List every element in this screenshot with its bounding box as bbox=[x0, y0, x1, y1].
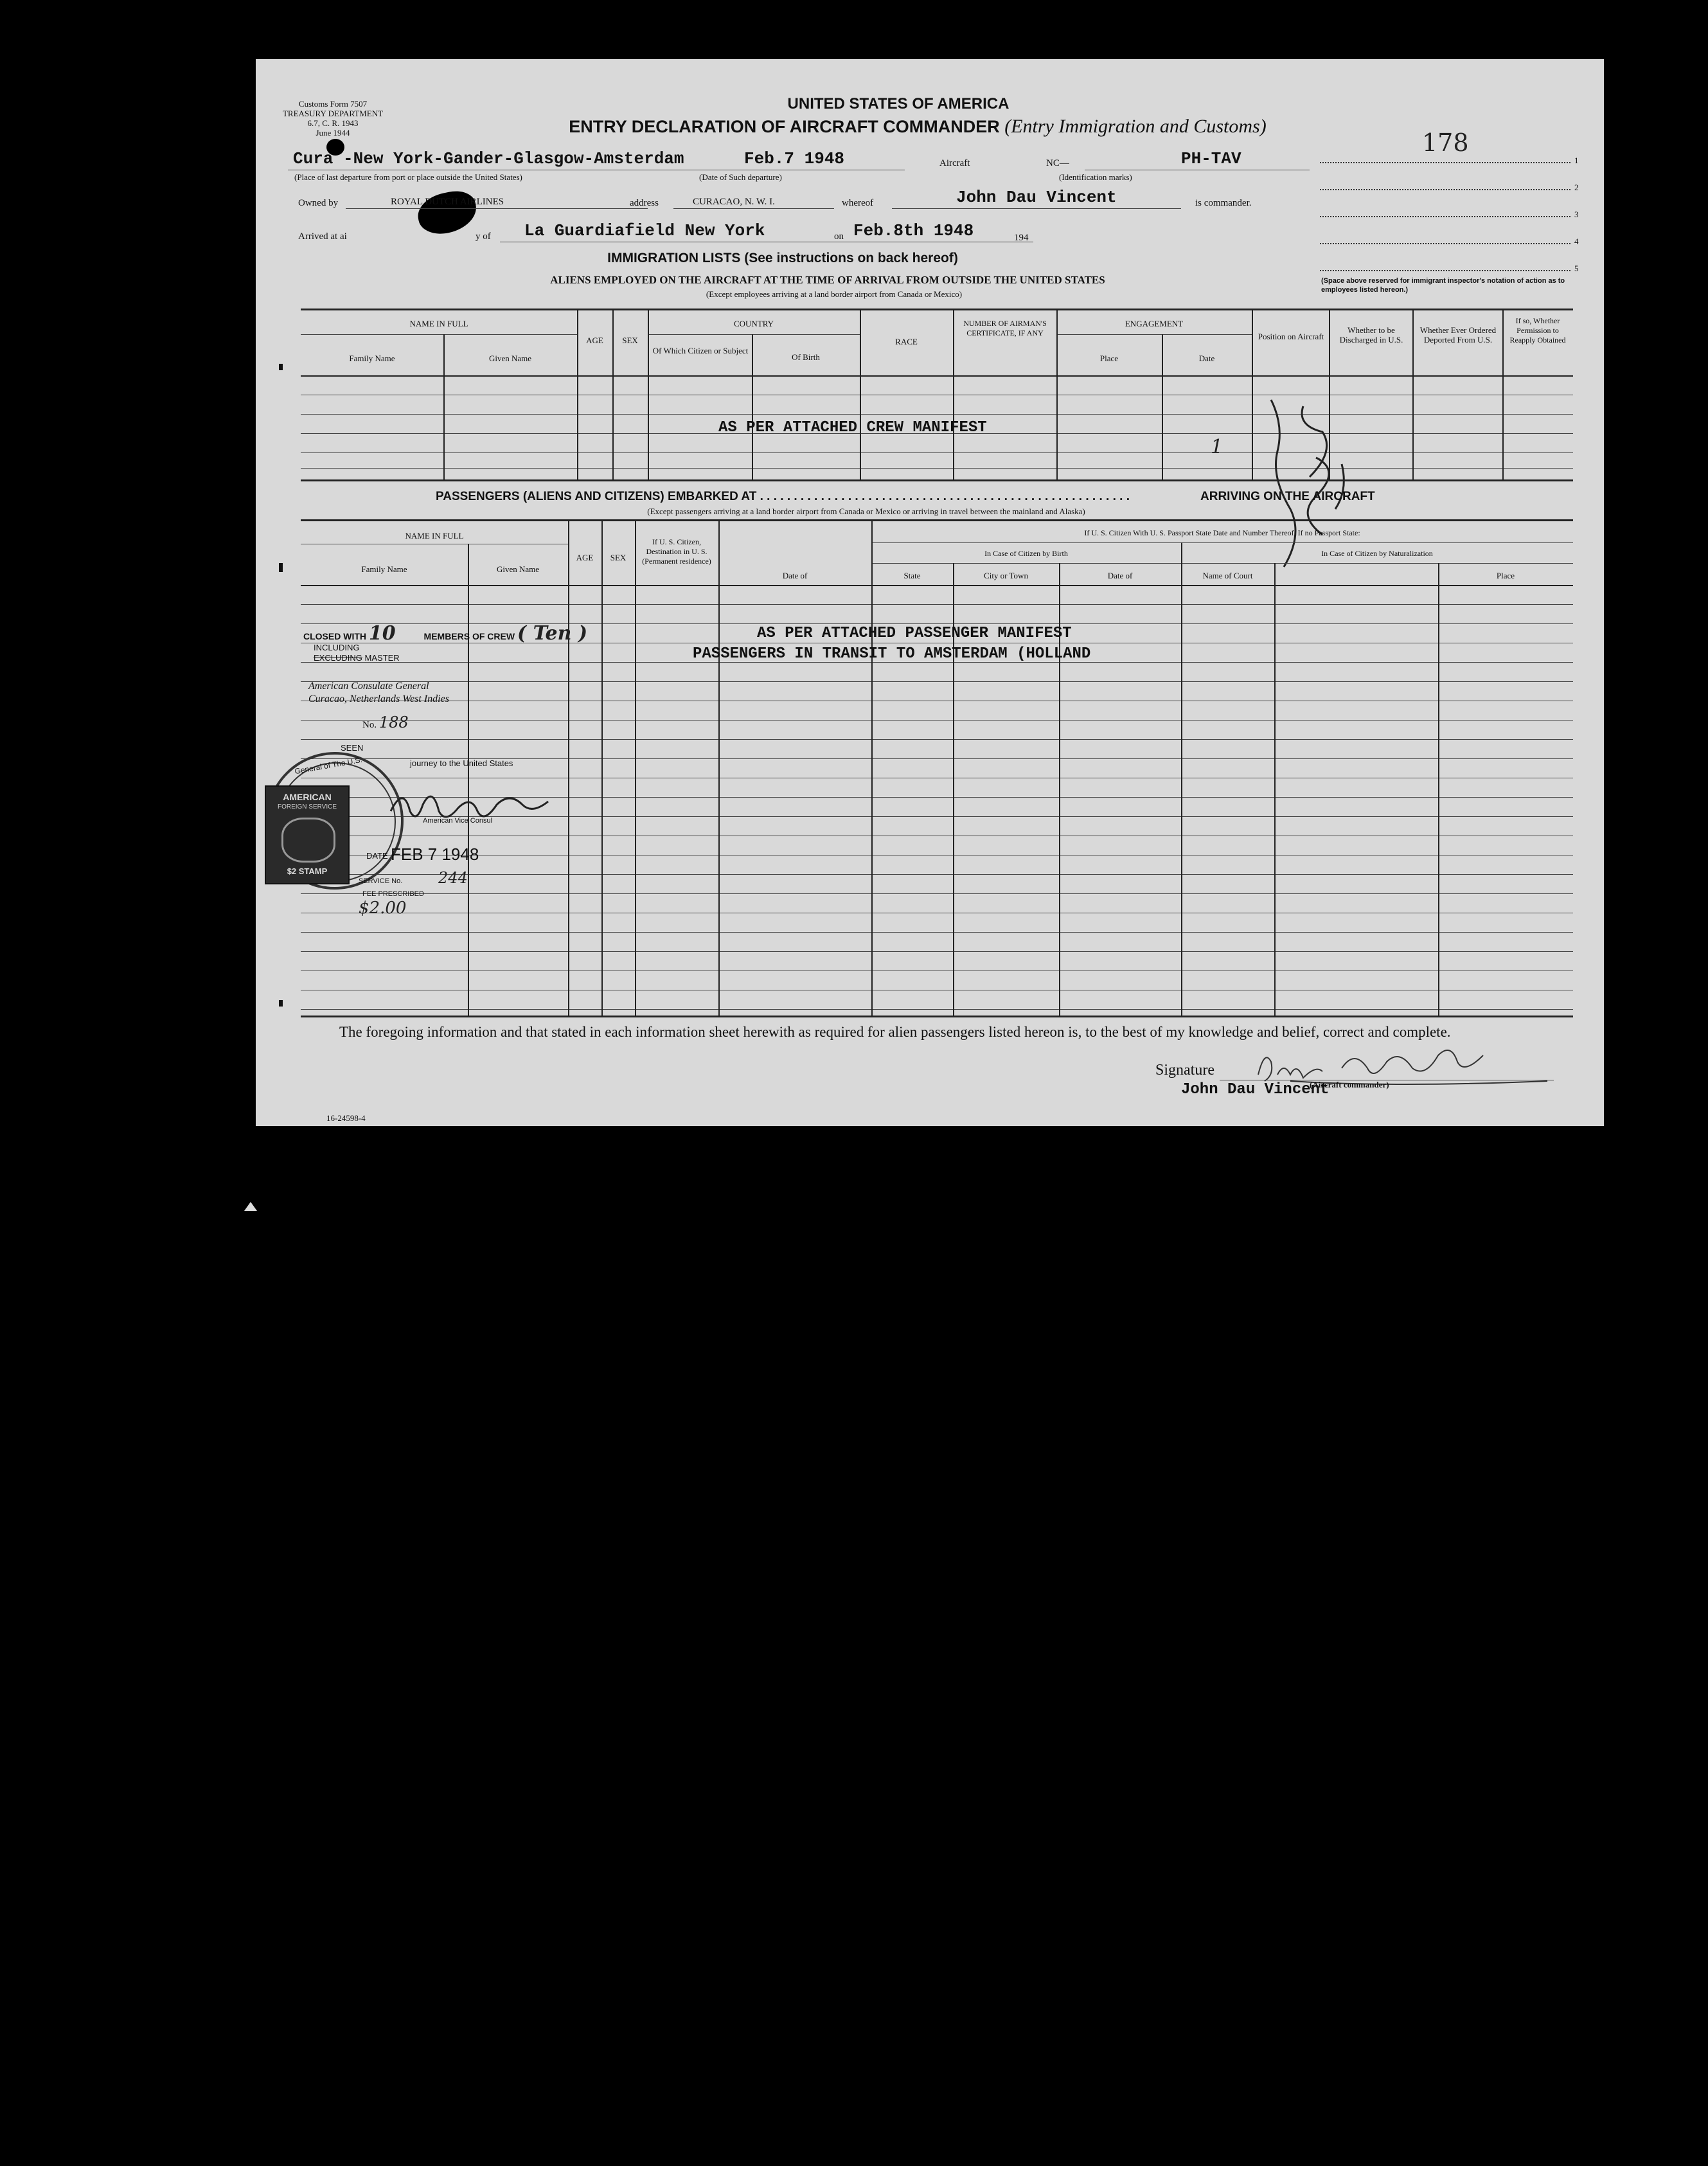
no-label: No. bbox=[362, 720, 377, 730]
col-place: Place bbox=[1099, 354, 1119, 363]
signer-name: John Dau Vincent bbox=[1181, 1081, 1330, 1098]
col-deported: Whether Ever Ordered Deported From U.S. bbox=[1419, 325, 1497, 345]
passenger-row-rule bbox=[301, 720, 1573, 721]
on-label: on bbox=[834, 231, 844, 242]
country-heading: UNITED STATES OF AMERICA bbox=[787, 95, 1010, 112]
stamp-number: 188 bbox=[378, 713, 409, 731]
col-country: COUNTRY bbox=[733, 319, 774, 328]
pcol-age: AGE bbox=[576, 553, 594, 562]
col-date: Date bbox=[1198, 354, 1215, 363]
consulate-line-1: American Consulate General bbox=[308, 681, 429, 692]
form-id-line: 6.7, C. R. 1943 bbox=[307, 118, 359, 128]
arrival-place-value: La Guardiafield New York bbox=[524, 221, 765, 240]
pcol-by-naturalization: In Case of Citizen by Naturalization bbox=[1321, 549, 1433, 558]
ink-blot bbox=[414, 187, 481, 238]
seal-ring-text: General of The U.S. bbox=[294, 755, 363, 776]
excluding-label: EXCLUDING bbox=[314, 653, 362, 663]
handwritten-mark: 1 bbox=[1211, 436, 1223, 458]
row-number: 2 bbox=[1574, 183, 1579, 192]
passenger-row-rule bbox=[301, 932, 1573, 933]
passengers-heading: PASSENGERS (ALIENS AND CITIZENS) EMBARKED AT . . . . . . . . . . . . . . . . . . . . . . . . . . . . . . . . . . . . . . . . . . . . . . . . . . . . . . . bbox=[436, 490, 1130, 503]
crew-count-words: Ten bbox=[533, 622, 572, 645]
page-number: 178 bbox=[1422, 129, 1469, 157]
col-citizen-of: Of Which Citizen or Subject bbox=[652, 346, 749, 355]
document-sheet bbox=[256, 59, 1604, 1126]
col-name-in-full: NAME IN FULL bbox=[409, 319, 468, 328]
fee-stamp-bottom: $2 STAMP bbox=[287, 866, 328, 876]
owner-value: ROYAL DUTCH AIRLINES bbox=[391, 197, 504, 207]
members-of-crew-label: MEMBERS OF CREW bbox=[423, 631, 515, 641]
of-label: y of bbox=[476, 231, 491, 242]
scan-artifact bbox=[244, 1202, 257, 1211]
margin-mark bbox=[279, 1000, 283, 1007]
year-suffix: 194 bbox=[1014, 233, 1029, 243]
inspector-note: (Space above reserved for immigrant inspector's notation of action as to employees listed hereon.) bbox=[1321, 277, 1565, 294]
whereof-label: whereof bbox=[842, 198, 874, 208]
pcol-given-name: Given Name bbox=[496, 564, 540, 574]
row-number: 4 bbox=[1574, 237, 1579, 246]
signature-label: Signature bbox=[1155, 1062, 1214, 1079]
pcol-date-of: Date of bbox=[782, 571, 808, 580]
passenger-manifest-note-2: PASSENGERS IN TRANSIT TO AMSTERDAM (HOLLAND bbox=[693, 645, 1091, 663]
form-id-line: TREASURY DEPARTMENT bbox=[282, 109, 384, 118]
pcol-court: Name of Court bbox=[1202, 571, 1253, 580]
consulate-line-2: Curacao, Netherlands West Indies bbox=[308, 694, 449, 704]
consulate-block bbox=[308, 680, 449, 706]
col-airman-cert: NUMBER OF AIRMAN'S CERTIFICATE, IF ANY bbox=[963, 319, 1047, 337]
form-title-paren: (Entry Immigration and Customs) bbox=[1004, 116, 1267, 137]
including-label: INCLUDING bbox=[314, 643, 360, 652]
col-race: RACE bbox=[895, 337, 918, 346]
form-id-line: Customs Form 7507 bbox=[298, 99, 368, 109]
is-commander-label: is commander. bbox=[1195, 198, 1252, 208]
passenger-row-rule bbox=[301, 681, 1573, 682]
service-number: 244 bbox=[438, 869, 468, 887]
closed-with-label: CLOSED WITH bbox=[303, 631, 366, 641]
owned-by-label: Owned by bbox=[298, 198, 339, 208]
crew-manifest-note: AS PER ATTACHED CREW MANIFEST bbox=[718, 419, 987, 436]
commander-value: John Dau Vincent bbox=[956, 188, 1117, 207]
form-id-block bbox=[281, 99, 384, 138]
immigration-heading: IMMIGRATION LISTS (See instructions on back hereof) bbox=[607, 251, 958, 265]
margin-mark bbox=[279, 563, 283, 572]
nc-label: NC— bbox=[1046, 158, 1069, 168]
col-engagement: ENGAGEMENT bbox=[1125, 319, 1184, 328]
fee-stamp-top: AMERICAN bbox=[283, 792, 332, 802]
passengers-subnote: (Except passengers arriving at a land border airport from Canada or Mexico or arriving in travel between the mainland and Alaska) bbox=[647, 506, 1085, 516]
immigration-subheading: ALIENS EMPLOYED ON THE AIRCRAFT AT THE TIME OF ARRIVAL FROM OUTSIDE THE UNITED STATES bbox=[550, 274, 1105, 286]
crew-count: 10 bbox=[368, 622, 396, 645]
form-title-text: ENTRY DECLARATION OF AIRCRAFT COMMANDER bbox=[569, 117, 1000, 136]
address-value: CURACAO, N. W. I. bbox=[693, 197, 775, 207]
col-family-name: Family Name bbox=[349, 354, 395, 363]
passenger-row-rule bbox=[301, 739, 1573, 740]
pcol-state: State bbox=[903, 571, 921, 580]
passenger-manifest-note-1: AS PER ATTACHED PASSENGER MANIFEST bbox=[757, 625, 1072, 642]
pcol-nat-date-of: Date of bbox=[1107, 571, 1133, 580]
pcol-place: Place bbox=[1496, 571, 1515, 580]
caption-place: (Place of last departure from port or place outside the United States) bbox=[294, 172, 522, 182]
master-label: MASTER bbox=[364, 653, 400, 663]
pcol-family-name: Family Name bbox=[361, 564, 407, 574]
caption-marks: (Identification marks) bbox=[1059, 172, 1132, 182]
passenger-row-rule bbox=[301, 604, 1573, 605]
col-position: Position on Aircraft bbox=[1258, 332, 1324, 341]
form-id-line: June 1944 bbox=[316, 128, 350, 138]
fee-value: $2.00 bbox=[359, 899, 407, 918]
stamp-date-label: DATE bbox=[366, 851, 388, 861]
col-of-birth: Of Birth bbox=[792, 352, 820, 362]
fee-stamp bbox=[265, 785, 350, 884]
caption-date: (Date of Such departure) bbox=[699, 172, 782, 182]
declaration-text: The foregoing information and that stated in each information sheet herewith as required for alien passengers listed hereon is, to the best of my knowledge and belief, correct and complete. bbox=[339, 1024, 1451, 1040]
passenger-row-rule bbox=[301, 874, 1573, 875]
col-age: AGE bbox=[586, 336, 603, 345]
immigration-subnote: (Except employees arriving at a land border airport from Canada or Mexico) bbox=[706, 289, 963, 299]
col-discharged: Whether to be Discharged in U.S. bbox=[1339, 325, 1403, 345]
closed-with-line: CLOSED WITH 10 MEMBERS OF CREW ( Ten ) bbox=[303, 622, 588, 645]
pcol-sex: SEX bbox=[610, 553, 627, 562]
journey-label: journey to the United States bbox=[410, 758, 513, 768]
arrival-date-value: Feb.8th 1948 bbox=[853, 221, 974, 240]
row-number: 3 bbox=[1574, 210, 1579, 219]
signer-caption: (Aircraft commander) bbox=[1310, 1080, 1389, 1089]
margin-mark bbox=[279, 364, 283, 370]
passenger-row-rule bbox=[301, 951, 1573, 952]
seen-label: SEEN bbox=[341, 743, 364, 753]
col-sex: SEX bbox=[622, 336, 638, 345]
form-title bbox=[532, 116, 1303, 138]
pcol-name-in-full: NAME IN FULL bbox=[405, 531, 464, 541]
form-bottom-code: 16-24598-4 bbox=[326, 1113, 366, 1123]
row-number: 1 bbox=[1574, 156, 1579, 165]
row-number: 5 bbox=[1574, 264, 1579, 273]
route-value: Cura -New York-Gander-Glasgow-Amsterdam bbox=[293, 149, 684, 168]
fee-label: FEE PRESCRIBED bbox=[362, 890, 424, 898]
aircraft-label: Aircraft bbox=[939, 158, 970, 168]
fee-stamp-mid: FOREIGN SERVICE bbox=[277, 803, 337, 810]
pcol-passport: If U. S. Citizen With U. S. Passport State Date and Number Thereof. If no Passport State: bbox=[1084, 528, 1360, 537]
col-given-name: Given Name bbox=[488, 354, 532, 363]
departure-date-value: Feb.7 1948 bbox=[744, 149, 845, 168]
col-permission: If so, Whether Permission to Reapply Obtained bbox=[1509, 316, 1566, 345]
address-label: address bbox=[630, 198, 659, 208]
pcol-by-birth: In Case of Citizen by Birth bbox=[984, 549, 1068, 558]
arrived-label: Arrived at ai bbox=[298, 231, 347, 242]
including-excluding bbox=[314, 643, 400, 663]
passenger-row-rule bbox=[301, 1009, 1573, 1010]
passenger-row-rule bbox=[301, 893, 1573, 894]
stamp-number-line bbox=[362, 713, 409, 731]
aircraft-id-value: PH-TAV bbox=[1181, 149, 1241, 168]
stamp-date: FEB 7 1948 bbox=[391, 845, 479, 864]
passengers-heading-right: ARRIVING ON THE AIRCRAFT bbox=[1200, 490, 1375, 503]
service-label: SERVICE No. bbox=[359, 877, 403, 885]
vice-consul-label: American Vice Consul bbox=[423, 817, 493, 825]
passengers-heading-text: PASSENGERS (ALIENS AND CITIZENS) EMBARKED AT bbox=[436, 490, 757, 503]
pcol-city: City or Town bbox=[984, 571, 1028, 580]
pcol-destination: If U. S. Citizen, Destination in U. S. (Permanent residence) bbox=[642, 537, 711, 566]
